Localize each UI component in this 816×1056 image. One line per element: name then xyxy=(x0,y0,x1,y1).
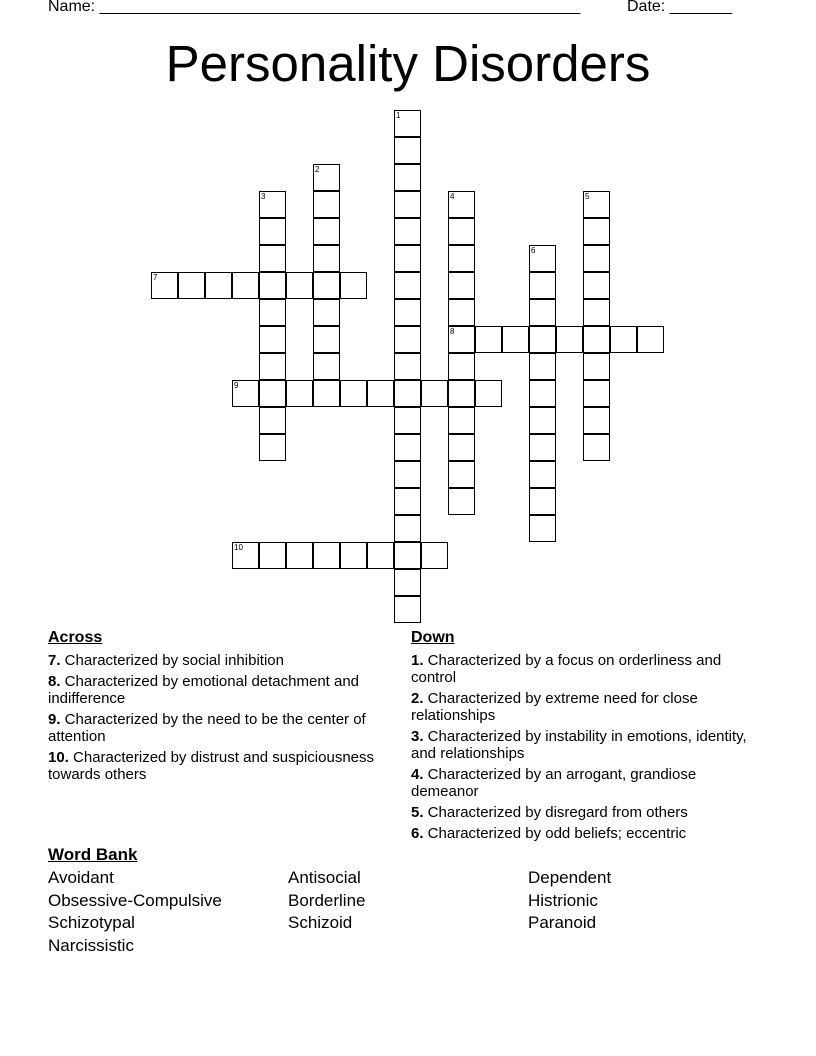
clue-text: Characterized by disregard from others xyxy=(423,804,688,821)
clue-text: Characterized by social inhibition xyxy=(60,652,284,669)
grid-cell[interactable] xyxy=(583,353,610,380)
grid-cell[interactable] xyxy=(394,272,421,299)
grid-cell[interactable] xyxy=(448,191,475,218)
grid-cell[interactable] xyxy=(394,407,421,434)
down-clues xyxy=(411,628,751,846)
name-line: Name: ______________________________________________________ xyxy=(48,0,581,15)
grid-cell[interactable] xyxy=(394,299,421,326)
grid-cell[interactable] xyxy=(340,380,367,407)
clue-text: Characterized by the need to be the center of attention xyxy=(48,711,366,745)
grid-cell[interactable] xyxy=(232,542,259,569)
grid-cell[interactable] xyxy=(583,218,610,245)
clue-item xyxy=(411,652,751,686)
grid-cell[interactable] xyxy=(448,488,475,515)
clue-number: 2 xyxy=(315,165,320,174)
grid-cell[interactable] xyxy=(394,380,421,407)
grid-cell[interactable] xyxy=(448,461,475,488)
grid-cell[interactable] xyxy=(529,272,556,299)
grid-cell[interactable] xyxy=(394,218,421,245)
page-title: Personality Disorders xyxy=(165,35,651,92)
grid-cell[interactable] xyxy=(259,542,286,569)
grid-cell[interactable] xyxy=(394,245,421,272)
clue-item xyxy=(48,673,378,707)
clue-number: 3 xyxy=(261,192,266,201)
word-bank-item: Schizotypal xyxy=(48,913,135,933)
grid-cell[interactable] xyxy=(340,272,367,299)
clue-number: 4. xyxy=(411,766,424,783)
grid-cell[interactable] xyxy=(286,542,313,569)
word-bank-item: Histrionic xyxy=(528,890,598,910)
grid-cell[interactable] xyxy=(313,272,340,299)
grid-cell[interactable] xyxy=(448,380,475,407)
grid-cell[interactable] xyxy=(367,542,394,569)
grid-cell[interactable] xyxy=(259,218,286,245)
grid-cell[interactable] xyxy=(286,272,313,299)
grid-cell[interactable] xyxy=(610,326,637,353)
grid-cell[interactable] xyxy=(313,542,340,569)
grid-cell[interactable] xyxy=(529,461,556,488)
word-bank-item: Avoidant xyxy=(48,868,114,887)
clue-number: 4 xyxy=(450,192,455,201)
clue-item xyxy=(48,711,378,745)
clue-number: 8. xyxy=(48,673,61,690)
grid-cell[interactable] xyxy=(259,191,286,218)
grid-cell[interactable] xyxy=(286,380,313,407)
grid-cell[interactable] xyxy=(259,353,286,380)
clue-item xyxy=(411,766,751,800)
grid-cell[interactable] xyxy=(394,488,421,515)
clue-item xyxy=(48,652,378,669)
date-line: Date: _______ xyxy=(627,0,732,15)
grid-cell[interactable] xyxy=(475,380,502,407)
grid-cell[interactable] xyxy=(583,434,610,461)
grid-cell[interactable] xyxy=(367,380,394,407)
grid-cell[interactable] xyxy=(259,272,286,299)
across-heading: Across xyxy=(48,629,103,646)
grid-cell[interactable] xyxy=(232,272,259,299)
grid-cell[interactable] xyxy=(529,299,556,326)
grid-cell[interactable] xyxy=(313,326,340,353)
grid-cell[interactable] xyxy=(583,407,610,434)
word-bank-item: Obsessive-Compulsive xyxy=(48,890,222,910)
clue-number: 9 xyxy=(234,381,239,390)
clue-text: Characterized by a focus on orderliness and control xyxy=(411,652,722,686)
grid-cell[interactable] xyxy=(502,326,529,353)
grid-cell[interactable] xyxy=(394,515,421,542)
grid-cell[interactable] xyxy=(313,218,340,245)
grid-cell[interactable] xyxy=(313,299,340,326)
clue-number: 10. xyxy=(48,749,69,766)
grid-cell[interactable] xyxy=(529,380,556,407)
grid-cell[interactable] xyxy=(394,110,421,137)
grid-cell[interactable] xyxy=(448,407,475,434)
grid-cell[interactable] xyxy=(259,299,286,326)
grid-cell[interactable] xyxy=(448,272,475,299)
grid-cell[interactable] xyxy=(529,488,556,515)
grid-cell[interactable] xyxy=(637,326,664,353)
clue-number: 1 xyxy=(396,111,401,120)
word-bank-item: Borderline xyxy=(288,890,366,910)
grid-cell[interactable] xyxy=(421,542,448,569)
grid-cell[interactable] xyxy=(394,164,421,191)
clue-text: Characterized by instability in emotions, identity, and relationships xyxy=(411,728,747,762)
grid-cell[interactable] xyxy=(394,137,421,164)
grid-cell[interactable] xyxy=(583,380,610,407)
grid-cell[interactable] xyxy=(421,380,448,407)
clue-number: 10 xyxy=(234,543,243,552)
grid-cell[interactable] xyxy=(259,245,286,272)
clue-number: 5. xyxy=(411,804,424,821)
clue-item xyxy=(411,804,751,821)
grid-cell[interactable] xyxy=(394,596,421,623)
clue-text: Characterized by extreme need for close relationships xyxy=(411,690,698,724)
grid-cell[interactable] xyxy=(448,218,475,245)
grid-cell[interactable] xyxy=(313,245,340,272)
clue-text: Characterized by emotional detachment and indifference xyxy=(48,673,360,707)
clue-text: Characterized by odd beliefs; eccentric xyxy=(423,825,687,842)
grid-cell[interactable] xyxy=(313,191,340,218)
grid-cell[interactable] xyxy=(259,434,286,461)
clue-number: 9. xyxy=(48,711,61,728)
grid-cell[interactable] xyxy=(529,515,556,542)
across-clues xyxy=(48,628,378,787)
grid-cell[interactable] xyxy=(448,326,475,353)
clue-item xyxy=(411,825,751,842)
grid-cell[interactable] xyxy=(394,326,421,353)
grid-cell[interactable] xyxy=(340,542,367,569)
grid-cell[interactable] xyxy=(583,272,610,299)
clue-number: 2. xyxy=(411,690,424,707)
word-bank-item: Antisocial xyxy=(288,868,361,887)
grid-cell[interactable] xyxy=(178,272,205,299)
grid-cell[interactable] xyxy=(394,191,421,218)
grid-cell[interactable] xyxy=(529,434,556,461)
word-bank-item: Schizoid xyxy=(288,913,353,933)
grid-cell[interactable] xyxy=(583,326,610,353)
grid-cell[interactable] xyxy=(259,407,286,434)
clue-text: Characterized by distrust and suspiciousness towards others xyxy=(48,749,375,783)
word-bank-title: Word Bank xyxy=(48,845,138,864)
grid-cell[interactable] xyxy=(583,245,610,272)
grid-cell[interactable] xyxy=(313,164,340,191)
grid-cell[interactable] xyxy=(529,326,556,353)
grid-cell[interactable] xyxy=(556,326,583,353)
word-bank-item: Dependent xyxy=(528,868,612,887)
clue-number: 6. xyxy=(411,825,424,842)
grid-cell[interactable] xyxy=(394,434,421,461)
clue-item xyxy=(411,690,751,724)
grid-cell[interactable] xyxy=(313,380,340,407)
grid-cell[interactable] xyxy=(448,245,475,272)
word-bank-item: Narcissistic xyxy=(48,936,134,956)
grid-cell[interactable] xyxy=(448,299,475,326)
grid-cell[interactable] xyxy=(205,272,232,299)
grid-cell[interactable] xyxy=(151,272,178,299)
grid-cell[interactable] xyxy=(259,326,286,353)
clue-item xyxy=(411,728,751,762)
grid-cell[interactable] xyxy=(529,245,556,272)
grid-cell[interactable] xyxy=(394,542,421,569)
clue-number: 6 xyxy=(531,246,536,255)
grid-cell[interactable] xyxy=(448,353,475,380)
clue-number: 3. xyxy=(411,728,424,745)
word-bank-item: Paranoid xyxy=(528,913,597,933)
grid-cell[interactable] xyxy=(313,353,340,380)
grid-cell[interactable] xyxy=(529,407,556,434)
grid-cell[interactable] xyxy=(448,434,475,461)
grid-cell[interactable] xyxy=(475,326,502,353)
clue-number: 1. xyxy=(411,652,424,669)
grid-cell[interactable] xyxy=(529,353,556,380)
grid-cell[interactable] xyxy=(394,461,421,488)
clue-number: 8 xyxy=(450,327,455,336)
grid-cell[interactable] xyxy=(259,380,286,407)
grid-cell[interactable] xyxy=(583,299,610,326)
clue-item xyxy=(48,749,378,783)
clue-number: 7. xyxy=(48,652,61,669)
clue-number: 5 xyxy=(585,192,590,201)
down-heading: Down xyxy=(411,629,455,646)
grid-cell[interactable] xyxy=(394,353,421,380)
grid-cell[interactable] xyxy=(232,380,259,407)
clue-text: Characterized by an arrogant, grandiose demeanor xyxy=(411,766,697,800)
grid-cell[interactable] xyxy=(394,569,421,596)
clue-number: 7 xyxy=(153,273,158,282)
grid-cell[interactable] xyxy=(583,191,610,218)
